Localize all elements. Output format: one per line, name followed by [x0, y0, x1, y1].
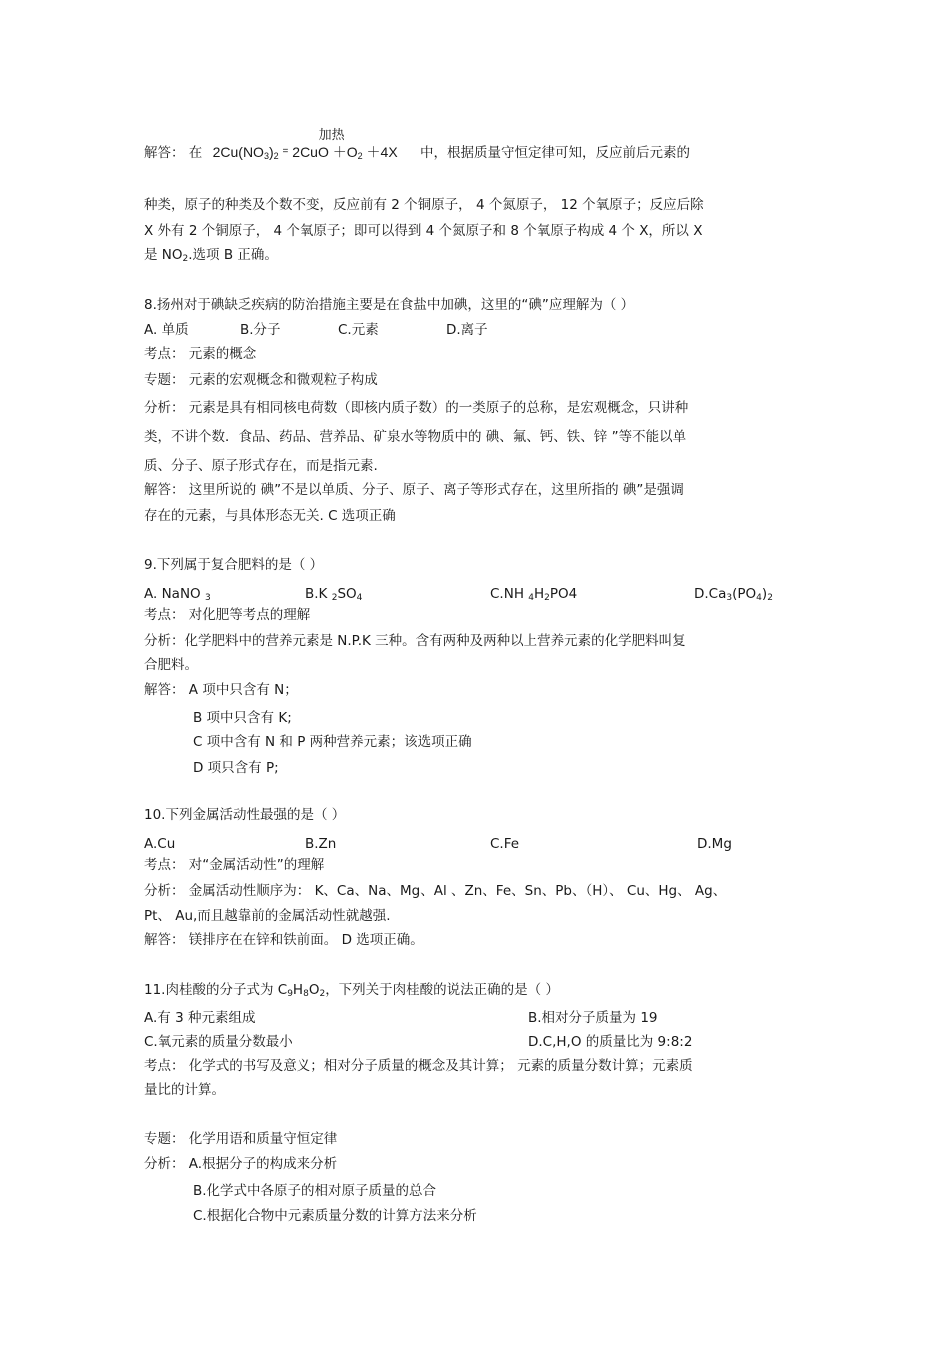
- reaction-condition: 加热: [318, 127, 345, 142]
- q11-fenxi-item-b: B.化学式中各原子的相对原子质量的总合: [193, 1183, 437, 1199]
- q9-jieda-item-c: C 项中含有 N 和 P 两种营养元素；该选项正确: [193, 734, 472, 750]
- q9-fenxi-line1: 分析：化学肥料中的营养元素是 N.P.K 三种。含有两种及两种以上营养元素的化学肥料叫复: [144, 633, 686, 649]
- q10-option-d: D.Mg: [697, 836, 732, 852]
- chemical-equation: $2Cu(NO_3)_2$ 加热 = $2CuO +O_2 +4X$: [212, 127, 398, 161]
- q9-option-c: C.NH $_4H_2PO4$: [490, 586, 578, 603]
- q10-fenxi-line1: 分析： 金属活动性顺序为： K、Ca、Na、Mg、Al 、Zn、Fe、Sn、Pb、（H）、 Cu、Hg、 Ag、: [144, 883, 727, 899]
- q11-fenxi-item-c: C.根据化合物中元素质量分数的计算方法来分析: [193, 1208, 477, 1224]
- q9-jieda: 解答： A 项中只含有 N；: [144, 682, 298, 698]
- q10-option-b: B.Zn: [305, 836, 337, 852]
- q8-fenxi-line1: 分析： 元素是具有相同核电荷数（即核内质子数）的一类原子的总称，是宏观概念，只讲种: [144, 400, 689, 416]
- q9-kaodian: 考点： 对化肥等考点的理解: [144, 607, 311, 623]
- q7-answer-line3: X 外有 2 个铜原子， 4 个氧原子；即可以得到 4 个氮原子和 8 个氧原子构成 4 个 X，所以 X: [144, 223, 703, 239]
- q9-stem: 9.下列属于复合肥料的是（ ）: [144, 557, 324, 573]
- q8-kaodian: 考点： 元素的概念: [144, 346, 257, 362]
- q9-jieda-item-b: B 项中只含有 K;: [193, 710, 292, 726]
- q8-option-d: D.离子: [446, 322, 488, 338]
- q8-stem: 8.扬州对于碘缺乏疾病的防治措施主要是在食盐中加碘，这里的“碘”应理解为（ ）: [144, 297, 635, 313]
- q11-fenxi: 分析： A.根据分子的构成来分析: [144, 1156, 338, 1172]
- q7-answer-line1: 解答： 在 $2Cu(NO_3)_2$ 加热 = $2CuO +O_2 +4X$ 中，根据质量守恒定律可知，反应前后元素的: [144, 127, 690, 161]
- q11-kaodian-line2: 量比的计算。: [144, 1082, 225, 1098]
- q9-jieda-item-d: D 项只含有 P;: [193, 760, 279, 776]
- q8-fenxi-line2: 类，不讲个数．食品、药品、营养品、矿泉水等物质中的 碘、氟、钙、铁、锌 ”等不能以单: [144, 429, 687, 445]
- q8-jieda-line2: 存在的元素，与具体形态无关. C 选项正确: [144, 508, 396, 524]
- q8-jieda-line1: 解答： 这里所说的 碘”不是以单质、分子、原子、离子等形式存在，这里所指的 碘”是强调: [144, 482, 684, 498]
- q9-option-d: $D.Ca_3(PO_4)_2$: [694, 586, 773, 603]
- q11-stem: 11.肉桂酸的分子式为 $C_9H_8O_2$，下列关于肉桂酸的说法正确的是（ ）: [144, 982, 559, 999]
- q8-option-a: A. 单质: [144, 322, 189, 338]
- q9-option-a: A. NaNO $_3$: [144, 586, 211, 603]
- q8-option-b: B.分子: [240, 322, 281, 338]
- q11-option-c: C.氧元素的质量分数最小: [144, 1034, 293, 1050]
- q9-fenxi-line2: 合肥料。: [144, 657, 198, 673]
- q11-option-a: A.有 3 种元素组成: [144, 1010, 256, 1026]
- q11-kaodian-line1: 考点： 化学式的书写及意义；相对分子质量的概念及其计算； 元素的质量分数计算；元素质: [144, 1058, 693, 1074]
- q10-option-a: A.Cu: [144, 836, 176, 852]
- q10-stem: 10.下列金属活动性最强的是（ ）: [144, 807, 346, 823]
- q8-zhuanti: 专题： 元素的宏观概念和微观粒子构成: [144, 372, 378, 388]
- q9-option-b: B.K $_2SO_4$: [305, 586, 363, 603]
- q8-option-c: C.元素: [338, 322, 379, 338]
- q10-kaodian: 考点： 对“金属活动性”的理解: [144, 857, 325, 873]
- q10-fenxi-line2: Pt、 Au,而且越靠前的金属活动性就越强.: [144, 908, 391, 924]
- q8-fenxi-line3: 质、分子、原子形式存在，而是指元素.: [144, 458, 378, 474]
- q10-option-c: C.Fe: [490, 836, 520, 852]
- q7-answer-line2: 种类，原子的种类及个数不变，反应前有 2 个铜原子， 4 个氮原子， 12 个氧原子；反应后除: [144, 197, 704, 213]
- q11-option-b: B.相对分子质量为 19: [528, 1010, 658, 1026]
- q11-option-d: D.C,H,O 的质量比为 9:8:2: [528, 1034, 693, 1050]
- q7-answer-line4: 是 $NO_2$.选项 B 正确。: [144, 247, 278, 264]
- q10-jieda: 解答： 镁排序在在锌和铁前面。 D 选项正确。: [144, 932, 424, 948]
- q11-zhuanti: 专题： 化学用语和质量守恒定律: [144, 1131, 338, 1147]
